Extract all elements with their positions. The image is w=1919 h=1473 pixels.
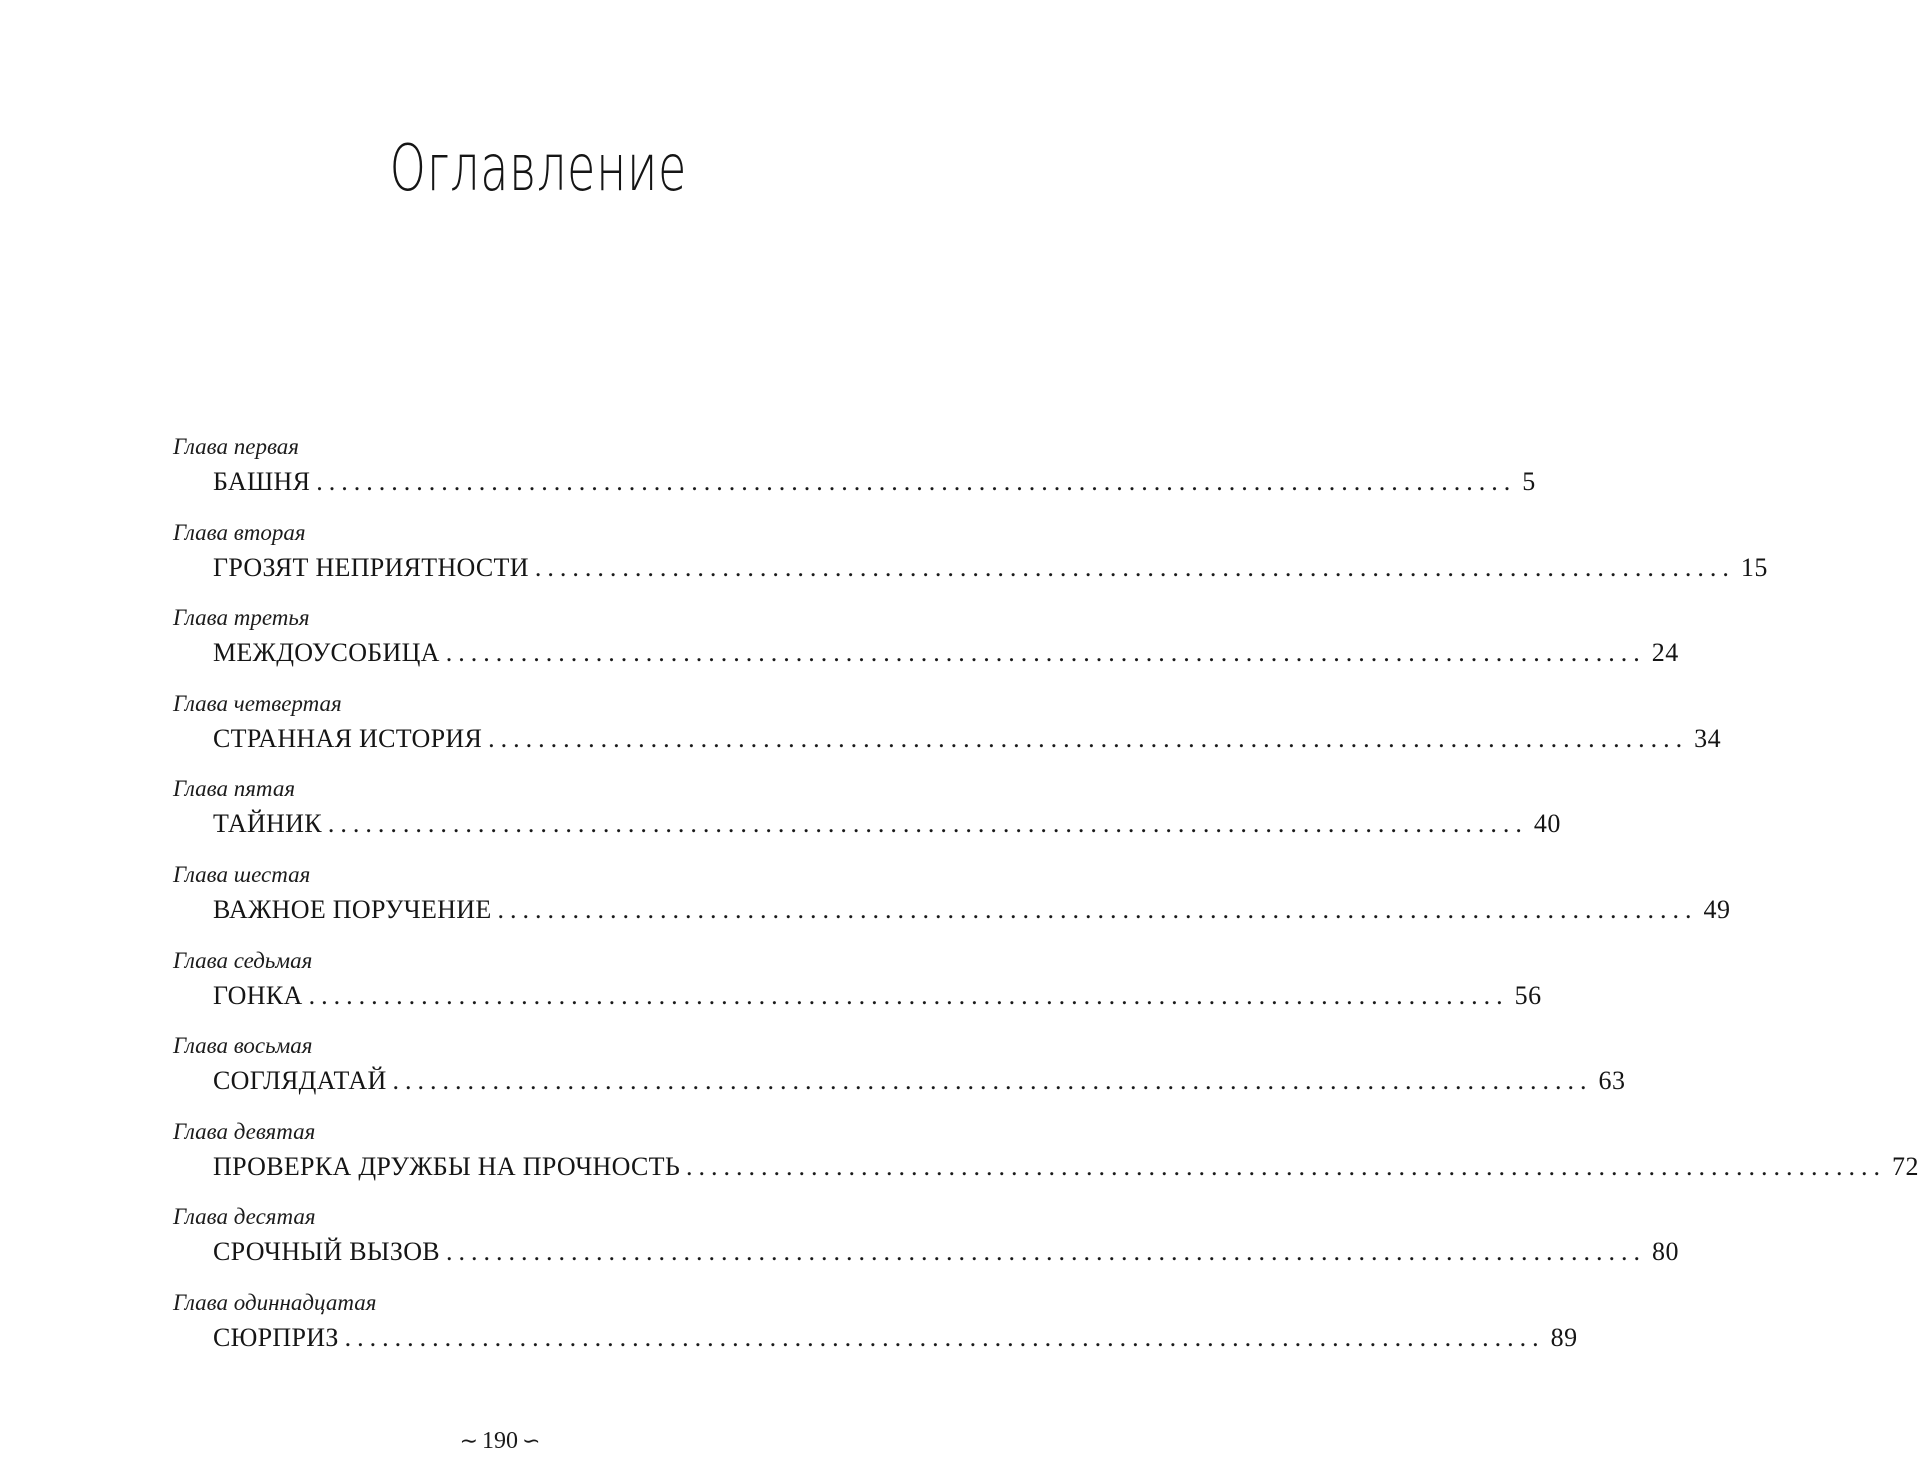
chapter-line [213, 637, 1679, 669]
toc-entry [173, 860, 1731, 946]
chapter-line [213, 723, 1722, 755]
chapter-title: ГОНКА [213, 980, 303, 1010]
dot-leader: ................................................................................................ [488, 723, 1689, 753]
chapter-page-number: 80 [1651, 1237, 1679, 1267]
page-title: Оглавление [389, 132, 688, 206]
chapter-label: Глава пятая [173, 776, 296, 802]
chapter-title: СЮРПРИЗ [213, 1322, 339, 1352]
chapter-title: ТАЙНИК [213, 809, 322, 839]
chapter-line [213, 1151, 1919, 1183]
chapter-label: Глава четвертая [173, 690, 342, 716]
toc-entry [173, 603, 1679, 689]
dot-leader: ................................................................................................ [445, 638, 1646, 668]
chapter-title: БАШНЯ [213, 467, 311, 496]
toc-entry [173, 1202, 1679, 1288]
dot-leader: ................................................................................................ [392, 1066, 1593, 1096]
dot-leader: ................................................................................................ [316, 467, 1517, 496]
toc-entry [173, 518, 1768, 604]
chapter-label: Глава шестая [173, 861, 311, 887]
chapter-label: Глава вторая [173, 519, 306, 545]
chapter-label: Глава седьмая [173, 947, 313, 973]
toc-entry [173, 1117, 1919, 1203]
chapter-line [213, 1322, 1578, 1354]
chapter-page-number: 34 [1694, 723, 1722, 753]
chapter-label: Глава девятая [173, 1118, 316, 1144]
dot-leader: ................................................................................................ [497, 894, 1698, 924]
table-of-contents [173, 432, 1919, 1374]
chapter-page-number: 56 [1514, 980, 1542, 1010]
chapter-line [213, 894, 1731, 926]
dot-leader: ................................................................................................ [686, 1151, 1887, 1181]
toc-entry [173, 432, 1536, 518]
chapter-title: СОГЛЯДАТАЙ [213, 1066, 387, 1096]
chapter-page-number: 40 [1533, 809, 1561, 839]
chapter-line [213, 552, 1768, 584]
right-swash-ornament: ∽ [522, 1428, 541, 1453]
dot-leader: ................................................................................................ [534, 552, 1735, 582]
chapter-line [213, 808, 1561, 840]
chapter-title: СРОЧНЫЙ ВЫЗОВ [213, 1237, 440, 1267]
chapter-line [213, 1236, 1679, 1268]
chapter-line [213, 466, 1536, 498]
toc-entry [173, 1288, 1578, 1374]
left-swash-ornament: ∼ [459, 1428, 478, 1453]
chapter-page-number: 15 [1740, 552, 1768, 582]
chapter-label: Глава первая [173, 434, 299, 459]
chapter-title: ПРОВЕРКА ДРУЖБЫ НА ПРОЧНОСТЬ [213, 1151, 681, 1181]
chapter-label: Глава восьмая [173, 1033, 313, 1059]
toc-entry [173, 1031, 1626, 1117]
dot-leader: ................................................................................................ [445, 1237, 1646, 1267]
chapter-label: Глава десятая [173, 1204, 316, 1230]
chapter-page-number: 24 [1651, 638, 1679, 668]
chapter-page-number: 5 [1522, 467, 1536, 496]
chapter-title: ВАЖНОЕ ПОРУЧЕНИЕ [213, 894, 492, 924]
chapter-label: Глава третья [173, 605, 310, 631]
chapter-page-number: 63 [1598, 1066, 1626, 1096]
toc-entry [173, 774, 1561, 860]
chapter-line [213, 1065, 1626, 1097]
chapter-title: МЕЖДОУСОБИЦА [213, 638, 440, 668]
dot-leader: ................................................................................................ [327, 809, 1528, 839]
toc-entry [173, 689, 1722, 775]
chapter-title: СТРАННАЯ ИСТОРИЯ [213, 723, 483, 753]
chapter-title: ГРОЗЯТ НЕПРИЯТНОСТИ [213, 552, 529, 582]
chapter-page-number: 72 [1892, 1151, 1919, 1181]
dot-leader: ................................................................................................ [308, 980, 1509, 1010]
folio-page-number: 190 [482, 1428, 518, 1454]
chapter-page-number: 89 [1550, 1322, 1578, 1352]
chapter-line [213, 980, 1542, 1012]
chapter-page-number: 49 [1703, 894, 1731, 924]
toc-entry [173, 946, 1542, 1032]
page-footer [0, 1428, 1000, 1455]
chapter-label: Глава одиннадцатая [173, 1289, 377, 1315]
dot-leader: ................................................................................................ [344, 1322, 1545, 1352]
